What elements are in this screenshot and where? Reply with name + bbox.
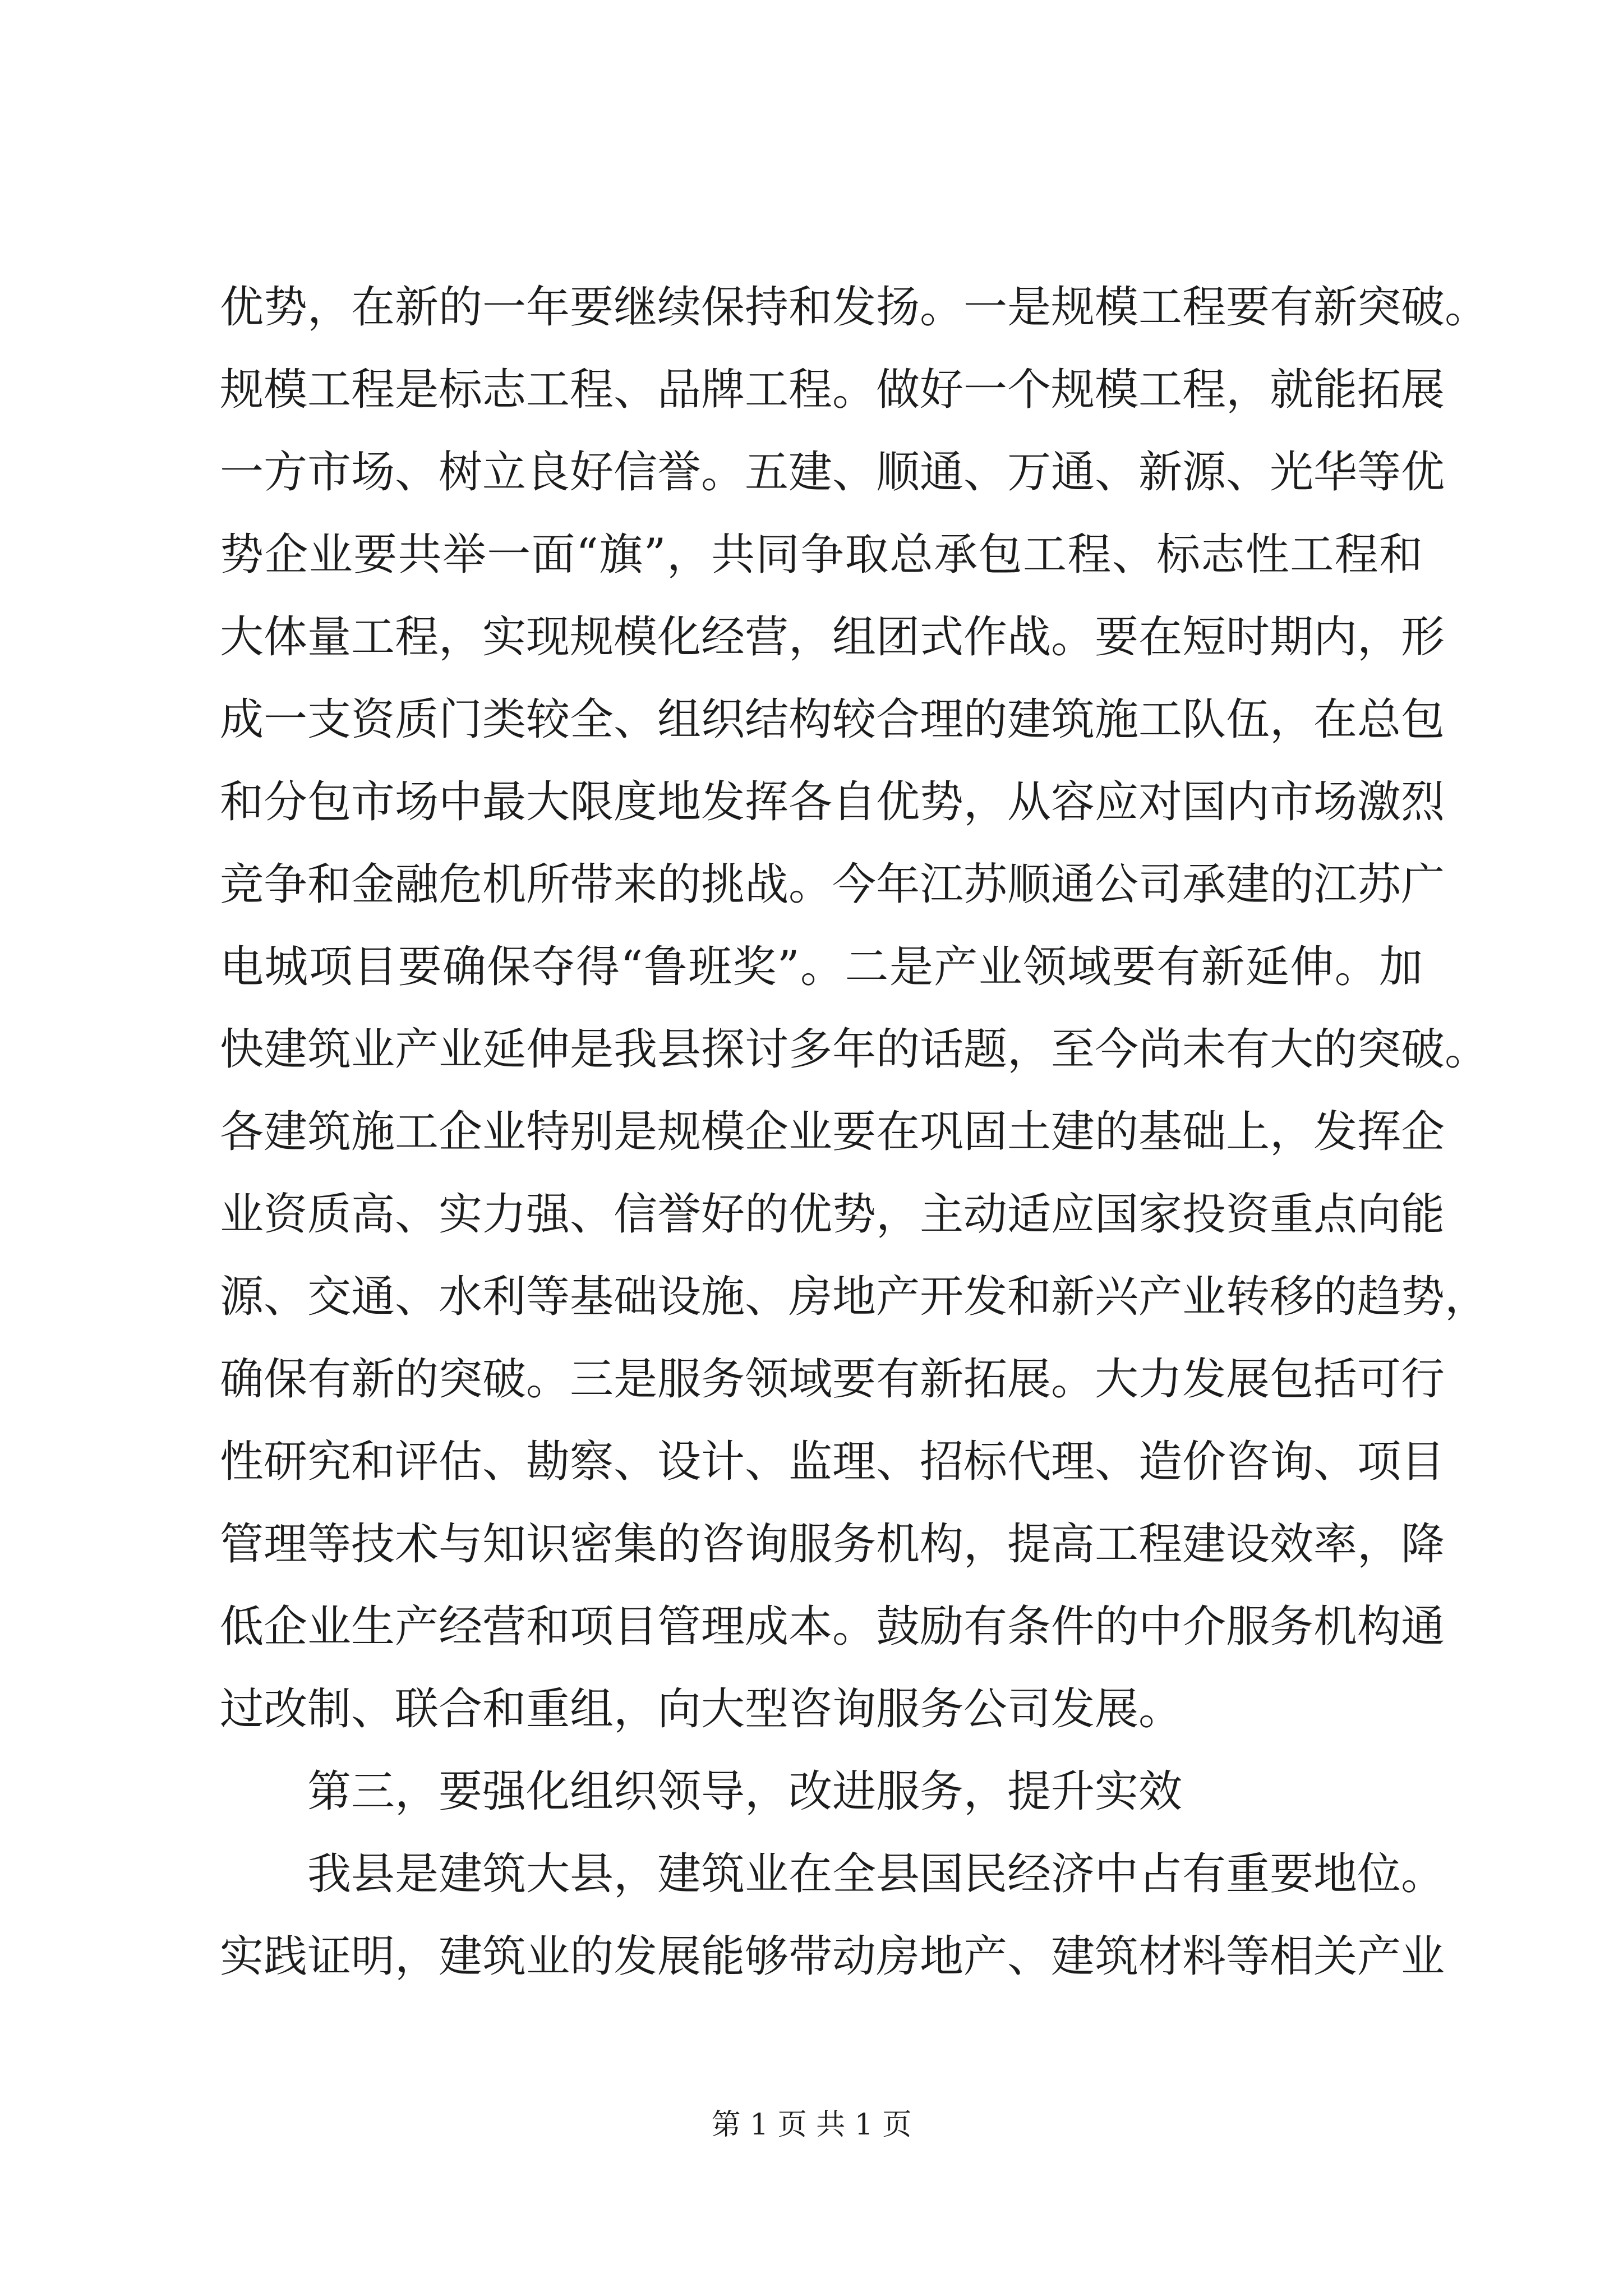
text-line: 实践证明，建筑业的发展能够带动房地产、建筑材料等相关产业 xyxy=(220,1931,1445,1982)
text-line: 势企业要共举一面“旗”，共同争取总承包工程、标志性工程和 xyxy=(220,530,1423,580)
text-line: 我县是建筑大县，建筑业在全县国民经济中占有重要地位。 xyxy=(307,1849,1445,1899)
text-line: 性研究和评估、勘察、设计、监理、招标代理、造价咨询、项目 xyxy=(220,1437,1445,1487)
text-line: 业资质高、实力强、信誉好的优势，主动适应国家投资重点向能 xyxy=(220,1189,1445,1240)
text-line: 规模工程是标志工程、品牌工程。做好一个规模工程，就能拓展 xyxy=(220,365,1445,415)
text-line: 大体量工程，实现规模化经营，组团式作战。要在短时期内，形 xyxy=(220,612,1445,662)
text-line: 源、交通、水利等基础设施、房地产开发和新兴产业转移的趋势， xyxy=(220,1272,1489,1322)
text-line: 优势，在新的一年要继续保持和发扬。一是规模工程要有新突破。 xyxy=(220,282,1489,333)
text-line: 电城项目要确保夺得“鲁班奖”。二是产业领域要有新延伸。加 xyxy=(220,942,1423,992)
page-number-footer: 第 1 页 共 1 页 xyxy=(711,2108,912,2142)
text-line: 低企业生产经营和项目管理成本。鼓励有条件的中介服务机构通 xyxy=(220,1602,1445,1652)
section-heading: 第三，要强化组织领导，改进服务，提升实效 xyxy=(307,1766,1183,1817)
text-line: 管理等技术与知识密集的咨询服务机构，提高工程建设效率，降 xyxy=(220,1519,1445,1570)
text-line: 快建筑业产业延伸是我县探讨多年的话题，至今尚未有大的突破。 xyxy=(220,1024,1489,1075)
text-line: 确保有新的突破。三是服务领域要有新拓展。大力发展包括可行 xyxy=(220,1354,1445,1405)
text-line: 过改制、联合和重组，向大型咨询服务公司发展。 xyxy=(220,1684,1183,1734)
text-line: 竞争和金融危机所带来的挑战。今年江苏顺通公司承建的江苏广 xyxy=(220,859,1445,910)
text-line: 各建筑施工企业特别是规模企业要在巩固土建的基础上，发挥企 xyxy=(220,1107,1445,1157)
text-line: 成一支资质门类较全、组织结构较合理的建筑施工队伍，在总包 xyxy=(220,694,1445,745)
text-line: 和分包市场中最大限度地发挥各自优势，从容应对国内市场激烈 xyxy=(220,777,1445,827)
text-line: 一方市场、树立良好信誉。五建、顺通、万通、新源、光华等优 xyxy=(220,447,1445,498)
